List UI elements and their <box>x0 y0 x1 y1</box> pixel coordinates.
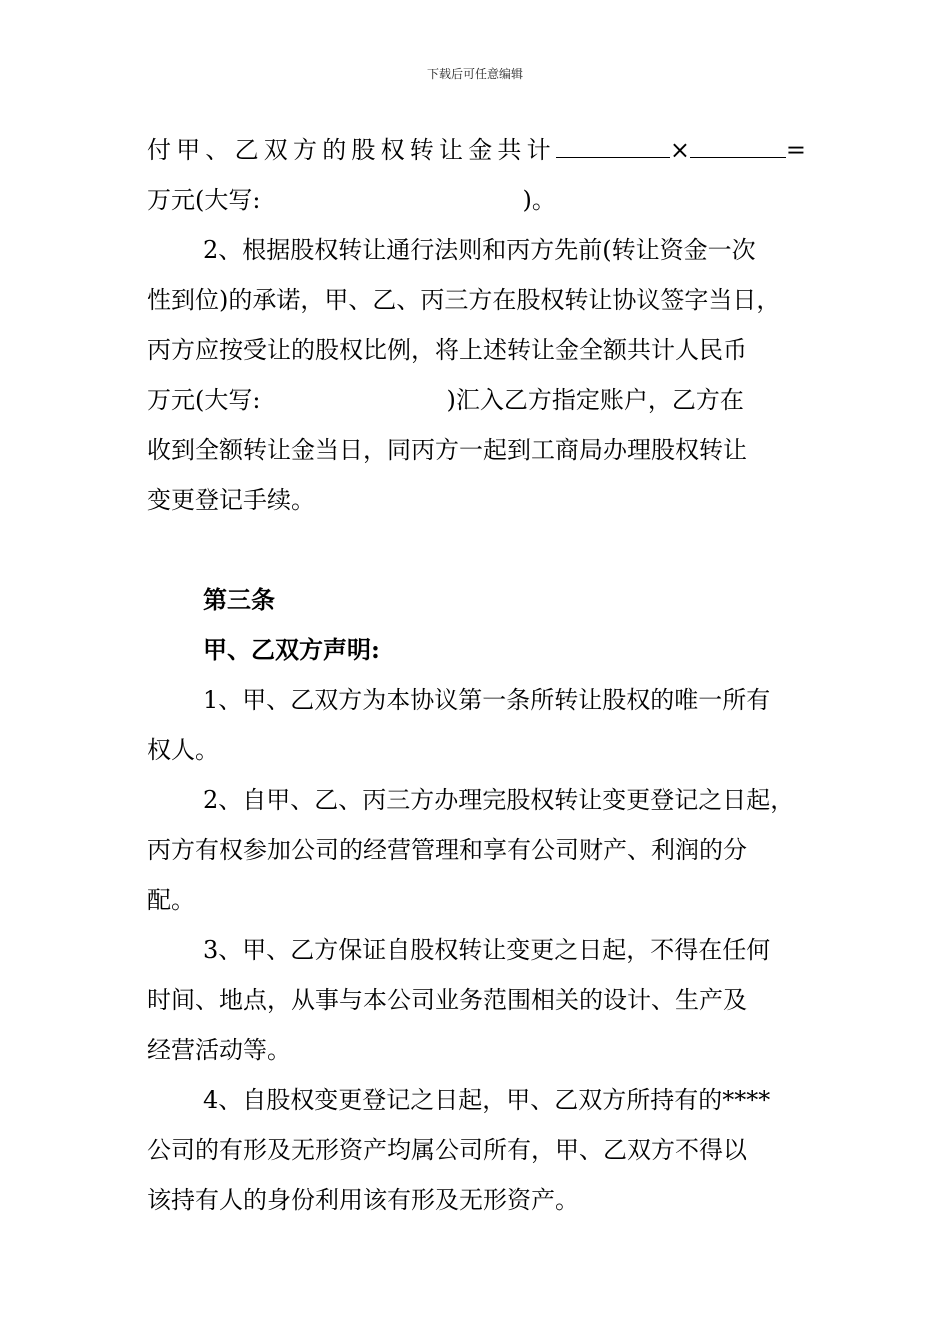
blank-amount-field <box>556 135 670 158</box>
paragraph-line: 4、自股权变更登记之日起，甲、乙双方所持有的**** <box>203 1086 771 1114</box>
paragraph-line: 权人。 <box>147 736 219 764</box>
paragraph-line: 1、甲、乙双方为本协议第一条所转让股权的唯一所有 <box>203 686 771 714</box>
page-header: 下载后可任意编辑 <box>426 67 523 81</box>
paragraph-line: 收到全额转让金当日，同丙方一起到工商局办理股权转让 <box>147 436 747 464</box>
article-title: 第三条 <box>203 585 275 614</box>
paragraph-line: 该持有人的身份利用该有形及无形资产。 <box>147 1186 579 1214</box>
amount-in-words-label: 万元(大写: <box>147 186 261 214</box>
times-symbol: × <box>669 136 690 164</box>
amount-in-words-close: )。 <box>522 186 556 214</box>
paragraph-line: 丙方有权参加公司的经营管理和享有公司财产、利润的分 <box>147 836 747 864</box>
paragraph-line: 2、根据股权转让通行法则和丙方先前(转让资金一次 <box>203 236 756 264</box>
paragraph-line: 丙方应按受让的股权比例，将上述转让金全额共计人民币 <box>147 336 747 364</box>
text-line <box>147 184 556 216</box>
paragraph-line: 性到位)的承诺，甲、乙、丙三方在股权转让协议签字当日， <box>147 286 781 314</box>
paragraph-line: 经营活动等。 <box>147 1036 291 1064</box>
paragraph-line: 公司的有形及无形资产均属公司所有，甲、乙双方不得以 <box>147 1136 747 1164</box>
blank-ratio-field <box>690 135 786 158</box>
account-transfer-text: )汇入乙方指定账户，乙方在 <box>446 386 744 414</box>
amount-in-words-label: 万元(大写: <box>147 386 261 414</box>
paragraph-line: 2、自甲、乙、丙三方办理完股权转让变更登记之日起， <box>203 786 795 814</box>
paragraph-line <box>147 384 744 416</box>
paragraph-line: 配。 <box>147 886 195 914</box>
equals-symbol: = <box>785 136 807 164</box>
text-line <box>147 134 806 166</box>
paragraph-line: 时间、地点，从事与本公司业务范围相关的设计、生产及 <box>147 986 747 1014</box>
article-subtitle: 甲、乙双方声明: <box>203 635 380 664</box>
paragraph-line: 3、甲、乙方保证自股权转让变更之日起，不得在任何 <box>203 936 771 964</box>
paragraph-line: 变更登记手续。 <box>147 486 315 514</box>
transfer-total-text: 付甲、乙双方的股权转让金共计 <box>147 136 556 164</box>
